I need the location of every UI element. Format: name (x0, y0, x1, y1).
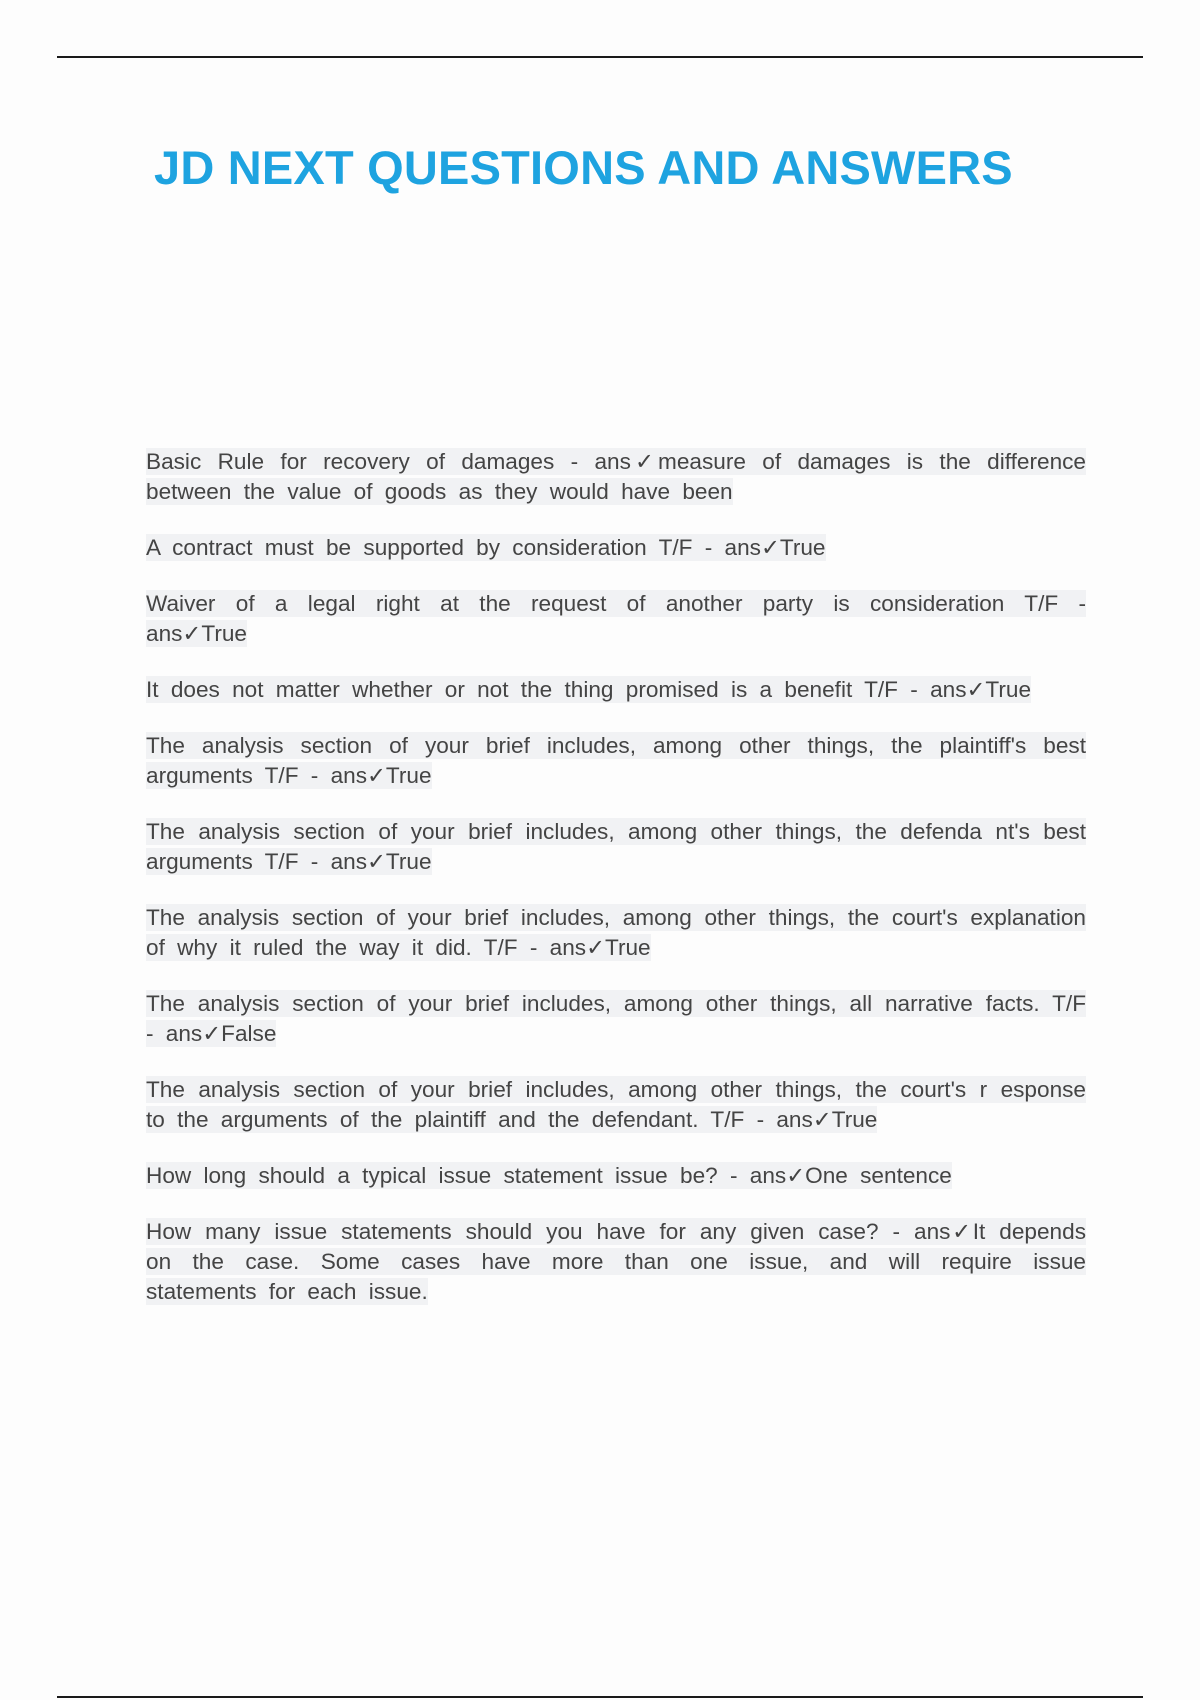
qa-item: It does not matter whether or not the thing promised is a benefit T/F - ans✓True (146, 677, 1032, 702)
bottom-rule (57, 1696, 1143, 1698)
page-title: JD NEXT QUESTIONS AND ANSWERS (154, 141, 1013, 194)
qa-item: The analysis section of your brief includes, among other things, all narrative facts. T/F - ans✓False (146, 991, 1086, 1046)
qa-item: A contract must be supported by consideration T/F - ans✓True (146, 535, 826, 560)
qa-item: How long should a typical issue statement issue be? - ans✓One sentence (146, 1163, 952, 1188)
qa-item: The analysis section of your brief includes, among other things, the court's explanation of why it ruled the way it did. T/F - ans✓True (146, 905, 1086, 960)
qa-item: Basic Rule for recovery of damages - ans✓measure of damages is the difference between the value of goods as they would have been (146, 449, 1086, 504)
qa-item: Waiver of a legal right at the request of another party is consideration T/F - ans✓True (146, 591, 1086, 646)
qa-list (146, 447, 1086, 1333)
qa-item: The analysis section of your brief includes, among other things, the defenda nt's best arguments T/F - ans✓True (146, 819, 1086, 874)
qa-item: The analysis section of your brief includes, among other things, the court's r esponse to the arguments of the plaintiff and the defendant. T/F - ans✓True (146, 1077, 1086, 1132)
qa-item: How many issue statements should you have for any given case? - ans✓It depends on the case. Some cases have more than one issue, and will require issue statements for each issue. (146, 1219, 1086, 1304)
qa-item: The analysis section of your brief includes, among other things, the plaintiff's best arguments T/F - ans✓True (146, 733, 1086, 788)
top-rule (57, 56, 1143, 58)
